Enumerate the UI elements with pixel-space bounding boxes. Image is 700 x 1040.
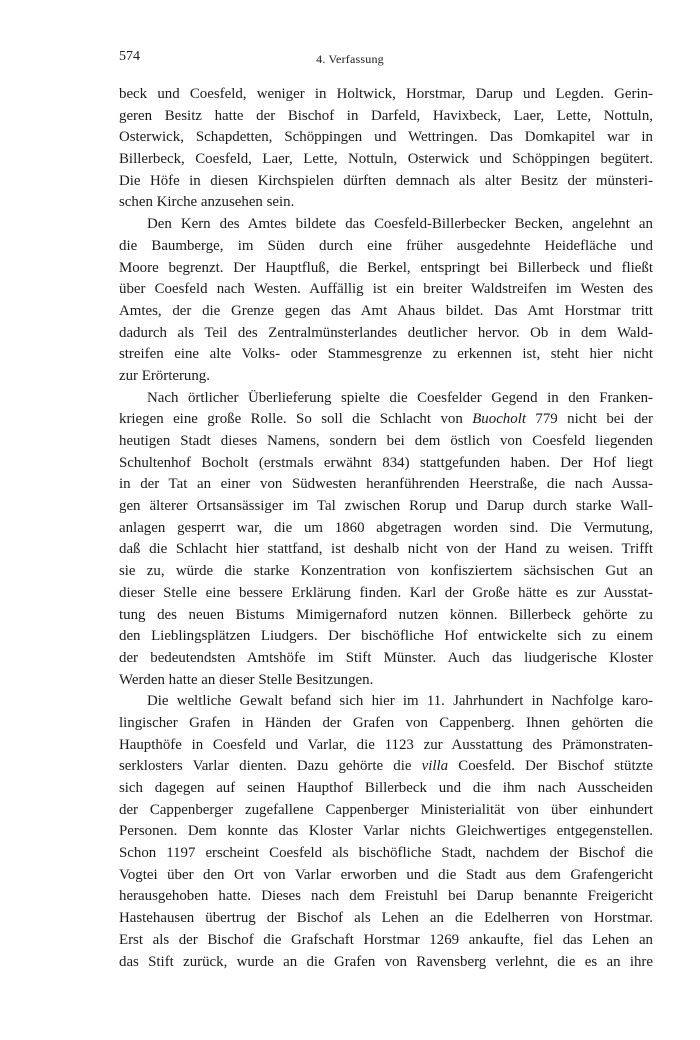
paragraph [119,214,653,388]
text-line: das Stift zurück, wurde an die Grafen von Ravensberg verlehnt, die es an ihre [119,953,653,970]
text-line: Die weltliche Gewalt befand sich hier im 11. Jahrhundert in Nachfolge karo- [147,693,653,710]
text-line: heutigen Stadt dieses Namens, sondern bei dem östlich von Coesfeld liegenden [119,433,653,449]
text-line: in der Tat an einer von Südwesten heranführenden Heerstraße, die nach Aussa- [119,476,653,493]
text-line: Hastehausen übertrug der Bischof als Lehen an die Edelherren von Horstmar. [119,910,653,927]
text-line: Amtes, der die Grenze gegen das Amt Ahaus bildet. Das Amt Horstmar tritt [119,302,653,319]
text-line: Haupthöfe in Coesfeld und Varlar, die 1123 zur Ausstattung des Prämonstraten- [119,736,653,753]
italic-term: Buocholt [472,411,526,428]
text-line: Die Höfe in diesen Kirchspielen dürften demnach als alter Besitz der münsteri- [119,172,653,189]
text-segment: serklosters Varlar dienten. Dazu gehörte die [119,758,422,775]
text-line: herausgehoben hatte. Dieses nach dem Freistuhl bei Darup benannte Freigericht [119,888,653,905]
text-line: Schultenhof Bocholt (erstmals erwähnt 834) stattgefunden haben. Der Hof liegt [119,454,653,471]
text-line [119,756,653,778]
text-line: daß die Schlacht hier stattfand, ist deshalb nicht von der Hand zu weisen. Trifft [119,541,653,558]
text-line: geren Besitz hatte der Bischof in Darfeld, Havixbeck, Laer, Lette, Nottuln, [119,107,653,124]
text-line: schen Kirche anzusehen sein. [119,194,295,211]
text-line: Werden hatte an dieser Stelle Besitzungen. [119,671,374,688]
text-line: anlagen gesperrt war, die um 1860 abgetragen worden sind. Die Vermutung, [119,519,653,536]
text-line: Moore begrenzt. Der Hauptfluß, die Berkel, entspringt bei Billerbeck und fließt [119,259,653,276]
text-line: den Lieblingsplätzen Liudgers. Der bischöfliche Hof entwickelte sich zu einem [119,628,653,645]
text-line: Den Kern des Amtes bildete das Coesfeld-Billerbecker Becken, angelehnt an [147,216,653,233]
text-line: die Baumberge, im Süden durch eine früher ausgedehnte Heidefläche und [119,237,653,254]
text-line: sich dagegen auf seinen Haupthof Billerbeck und die ihm nach Ausscheiden [119,780,653,796]
text-line: der Cappenberger zugefallene Cappenberger Ministerialität von über einhundert [119,801,653,818]
paragraph [119,691,653,973]
text-line [119,409,653,431]
text-segment: Coesfeld. Der Bischof stützte [448,758,653,775]
text-line: beck und Coesfeld, weniger in Holtwick, Horstmar, Darup und Legden. Gerin- [119,86,653,102]
text-line: tung des neuen Bistums Mimigernaford nutzen können. Billerbeck gehörte zu [119,606,653,623]
text-line: Vogtei über den Ort von Varlar erworben und die Stadt aus dem Grafengericht [119,866,653,883]
body-text [119,84,653,973]
paragraph [119,388,653,692]
text-segment: kriegen eine große Rolle. So soll die Schlacht von [119,411,473,428]
italic-term: villa [421,758,449,775]
text-line: zur Erörterung. [119,367,210,384]
text-line: Billerbeck, Coesfeld, Laer, Lette, Nottuln, Osterwick und Schöppingen begütert. [119,151,653,168]
running-head: 4. Verfassung [316,52,384,66]
text-line: dadurch als Teil des Zentralmünsterlandes deutlicher hervor. Ob in dem Wald- [119,324,653,341]
text-line: Nach örtlicher Überlieferung spielte die Coesfelder Gegend in den Franken- [147,389,653,406]
text-line: über Coesfeld nach Westen. Auffällig ist ein breiter Waldstreifen im Westen des [119,281,653,298]
text-line: Erst als der Bischof die Grafschaft Horstmar 1269 ankaufte, fiel das Lehen an [119,931,653,948]
text-line: der bedeutendsten Amtshöfe im Stift Münster. Auch das liudgerische Kloster [119,649,653,666]
text-line: Personen. Dem konnte das Kloster Varlar nichts Gleichwertiges entgegenstellen. [119,823,653,840]
text-line: dieser Stelle eine bessere Erklärung finden. Karl der Große hätte es zur Ausstat- [119,584,653,601]
text-line: lingischer Grafen in Händen der Grafen von Cappenberg. Ihnen gehörten die [119,714,653,731]
page-number: 574 [119,49,140,64]
text-segment: 779 nicht bei der [525,411,653,428]
text-line: sie zu, würde die starke Konzentration von konfisziertem sächsischen Gut an [119,563,653,580]
text-line: Schon 1197 erscheint Coesfeld als bischöfliche Stadt, nachdem der Bischof die [119,845,653,862]
text-line: streifen eine alte Volks- oder Stammesgrenze zu erkennen ist, steht hier nicht [119,346,653,363]
text-line: gen älterer Ortsansässiger im Tal zwischen Rorup und Darup durch starke Wall- [119,498,653,515]
text-line: Osterwick, Schapdetten, Schöppingen und Wettringen. Das Domkapitel war in [119,129,653,146]
paragraph [119,84,653,214]
